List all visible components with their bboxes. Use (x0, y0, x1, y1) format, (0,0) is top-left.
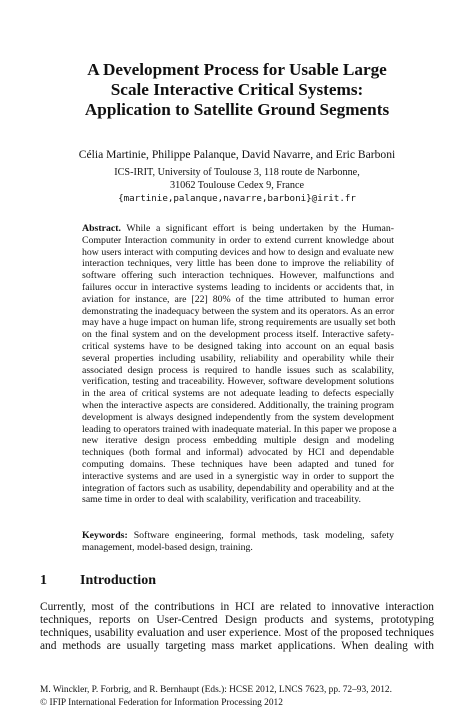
abstract-line: Computer Interaction community in order to extend current knowledge about (82, 234, 394, 246)
author-list: Célia Martinie, Philippe Palanque, David Navarre, and Eric Barboni (78, 148, 396, 161)
keywords-first-line: Software engineering, formal methods, task modeling, safety (133, 530, 394, 541)
title-line: A Development Process for Usable Large (87, 60, 387, 79)
abstract-line: software offering such interaction techniques. However, malfunctions and (82, 270, 394, 282)
abstract-line: verification, testing and traceability. However, software development solutions (82, 376, 394, 388)
abstract-label: Abstract. (82, 223, 121, 234)
abstract-line: leading to operators trained with inadequate material. In this paper we propose a (82, 423, 397, 435)
abstract-first-line: While a significant effort is being undertaken by the Human- (126, 223, 395, 234)
abstract-line (82, 223, 394, 235)
abstract-line: associated design process is required to handle issues such as scalability, (82, 364, 394, 376)
section-heading (40, 573, 156, 589)
abstract-line: critical systems have to be designed taking into account on an equal basis (82, 340, 394, 352)
abstract-line: computing domains. These techniques have been adapted and tuned for (82, 458, 394, 470)
author-emails: {martinie,palanque,navarre,barboni}@irit.fr (118, 193, 356, 204)
title-line: Application to Satellite Ground Segments (84, 100, 390, 119)
abstract-line: in the area of critical systems are not adequate leading to defects especially (82, 388, 394, 400)
abstract-line: on the final system and on the development process itself. Interactive safety- (82, 329, 394, 341)
abstract-line: several properties including usability, reliability and operability while their (82, 352, 394, 364)
abstract-line: same time in order to deal with scalability, verification and traceability. (82, 494, 361, 506)
keywords (82, 530, 394, 554)
affiliation (40, 166, 434, 205)
abstract-line: integration of factors such as usability, dependability and operability and at the (82, 482, 394, 494)
abstract-line: interactive systems and are used in a synergistic way in order to support the (82, 470, 394, 482)
abstract-line: how users interact with computing devices and how to design and evaluate new (82, 246, 394, 258)
affiliation-line: ICS-IRIT, University of Toulouse 3, 118 route de Narbonne, (114, 167, 360, 178)
abstract-line: new iterative design process embedding multiple design and modeling (82, 435, 394, 447)
keywords-line: management, model-based design, training. (82, 541, 253, 553)
section-number: 1 (40, 573, 47, 588)
intro-line: techniques, usability evaluation and user experience. Most of the proposed techniques (40, 627, 434, 639)
title-line: Scale Interactive Critical Systems: (110, 80, 364, 99)
page-footer (40, 684, 392, 710)
abstract-line: failures occur in interactive systems leading to incidents or accidents that, in (82, 281, 394, 293)
abstract-line: techniques (both formal and informal) advocated by HCI and dependable (82, 447, 394, 459)
abstract-line: when the interactive aspects are considered. Additionally, the training program (82, 399, 394, 411)
intro-line: Currently, most of the contributions in HCI are related to innovative interaction (40, 601, 434, 613)
section-title: Introduction (80, 573, 156, 588)
citation-line: M. Winckler, P. Forbrig, and R. Bernhaupt (Eds.): HCSE 2012, LNCS 7623, pp. 72–93, 2012. (40, 685, 392, 695)
abstract-line: aviation for instance, are [22] 80% of the time attributed to human error (82, 293, 394, 305)
paper-title (40, 60, 434, 120)
abstract-line: interaction techniques, very little has been done to improve the reliability of (82, 258, 394, 270)
affiliation-line: 31062 Toulouse Cedex 9, France (169, 180, 305, 191)
abstract-line: development is always designed independently from the system development (82, 411, 394, 423)
abstract-line: may have a huge impact on human life, strong requirements are usually set both (82, 317, 396, 329)
intro-line: and methods are usually targeting mass market applications. When dealing with (40, 640, 434, 652)
copyright-line: © IFIP International Federation for Information Processing 2012 (40, 698, 283, 708)
keywords-label: Keywords: (82, 530, 128, 541)
intro-line: techniques, reports on User-Centred Design products and systems, prototyping (40, 614, 434, 626)
abstract (82, 223, 397, 506)
intro-paragraph (40, 601, 434, 653)
keywords-line (82, 530, 394, 542)
abstract-line: demonstrating the inadequacy between the system and its operators. As an error (82, 305, 395, 317)
